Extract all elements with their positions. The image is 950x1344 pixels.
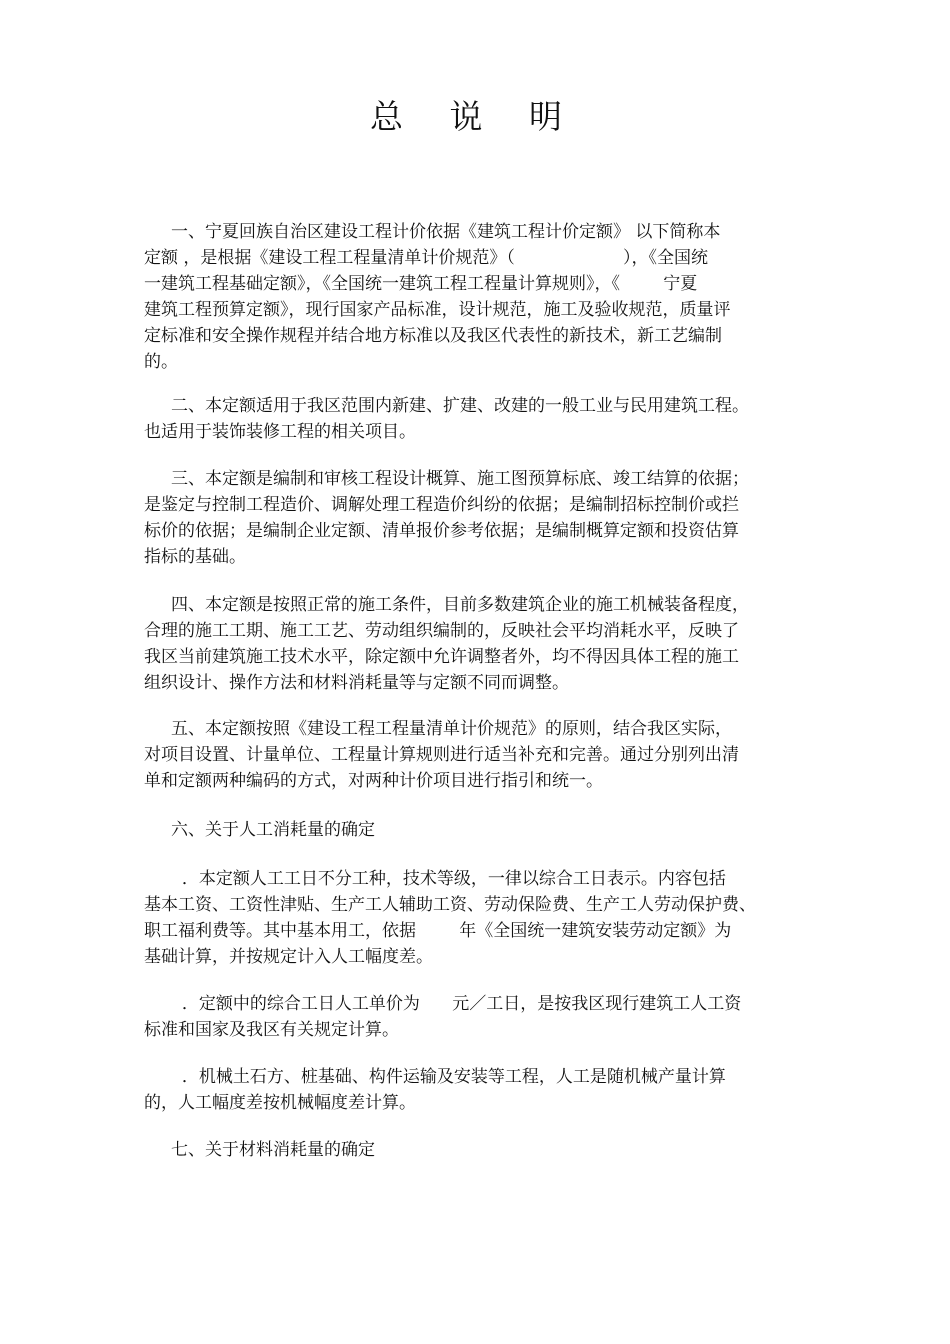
paragraph-labor-2: ．定额中的综合工日人工单价为 元／工日，是按我区现行建筑工人工资 标准和国家及我区有关规定计算。 (144, 994, 742, 1040)
paragraph-usage-basis: 三、本定额是编制和审核工程设计概算、施工图预算标底、竣工结算的依据； 是鉴定与控制工程造价、调解处理工程造价纠纷的依据；是编制招标控制价或拦 标价的依据；是编制企业定额、清单报价参考依据；是编制概算定额和投资估算 指标的基础。 (144, 469, 750, 567)
paragraph-conditions: 四、本定额是按照正常的施工条件，目前多数建筑企业的施工机械装备程度， 合理的施工工期、施工工艺、劳动组织编制的，反映社会平均消耗水平，反映了 我区当前建筑施工技术水平，除定额中允许调整者外，均不得因具体工程的施工 组织设计、操作方法和材料消耗量等与定额不同而调整。 (144, 595, 750, 693)
paragraph-code-principles: 五、本定额按照《建设工程工程量清单计价规范》的原则，结合我区实际， 对项目设置、计量单位、工程量计算规则进行适当补充和完善。通过分别列出清 单和定额两种编码的方式，对两种计价项目进行指引和统一。 (144, 719, 739, 791)
paragraph-scope-basis: 一、宁夏回族自治区建设工程计价依据《建筑工程计价定额》 以下简称本 定额 ，是根据《建设工程工程量清单计价规范》（ ），《全国统 一建筑工程基础定额》，《全国统一建筑工程工程量计算规则》，《 宁夏 建筑工程预算定额》，现行国家产品标准，设计规范，施工及验收规范，质量评 定标准和安全操作规程并结合地方标准以及我区代表性的新技术，新工艺编制 的。 (144, 222, 731, 372)
paragraph-applicability: 二、本定额适用于我区范围内新建、扩建、改建的一般工业与民用建筑工程。 也适用于装饰装修工程的相关项目。 (144, 396, 750, 442)
paragraph-labor-3: ．机械土石方、桩基础、构件运输及安装等工程，人工是随机械产量计算 的，人工幅度差按机械幅度差计算。 (144, 1067, 726, 1113)
page-title: 总 说 明 (370, 97, 580, 136)
section-heading-labor: 六、关于人工消耗量的确定 (144, 820, 376, 840)
section-heading-materials: 七、关于材料消耗量的确定 (144, 1140, 376, 1160)
paragraph-labor-1: ．本定额人工工日不分工种，技术等级，一律以综合工日表示。内容包括 基本工资、工资性津贴、生产工人辅助工资、劳动保险费、生产工人劳动保护费、 职工福利费等。其中基本用工，依据 年《全国统一建筑安装劳动定额》为 基础计算，并按规定计入人工幅度差。 (144, 869, 756, 967)
